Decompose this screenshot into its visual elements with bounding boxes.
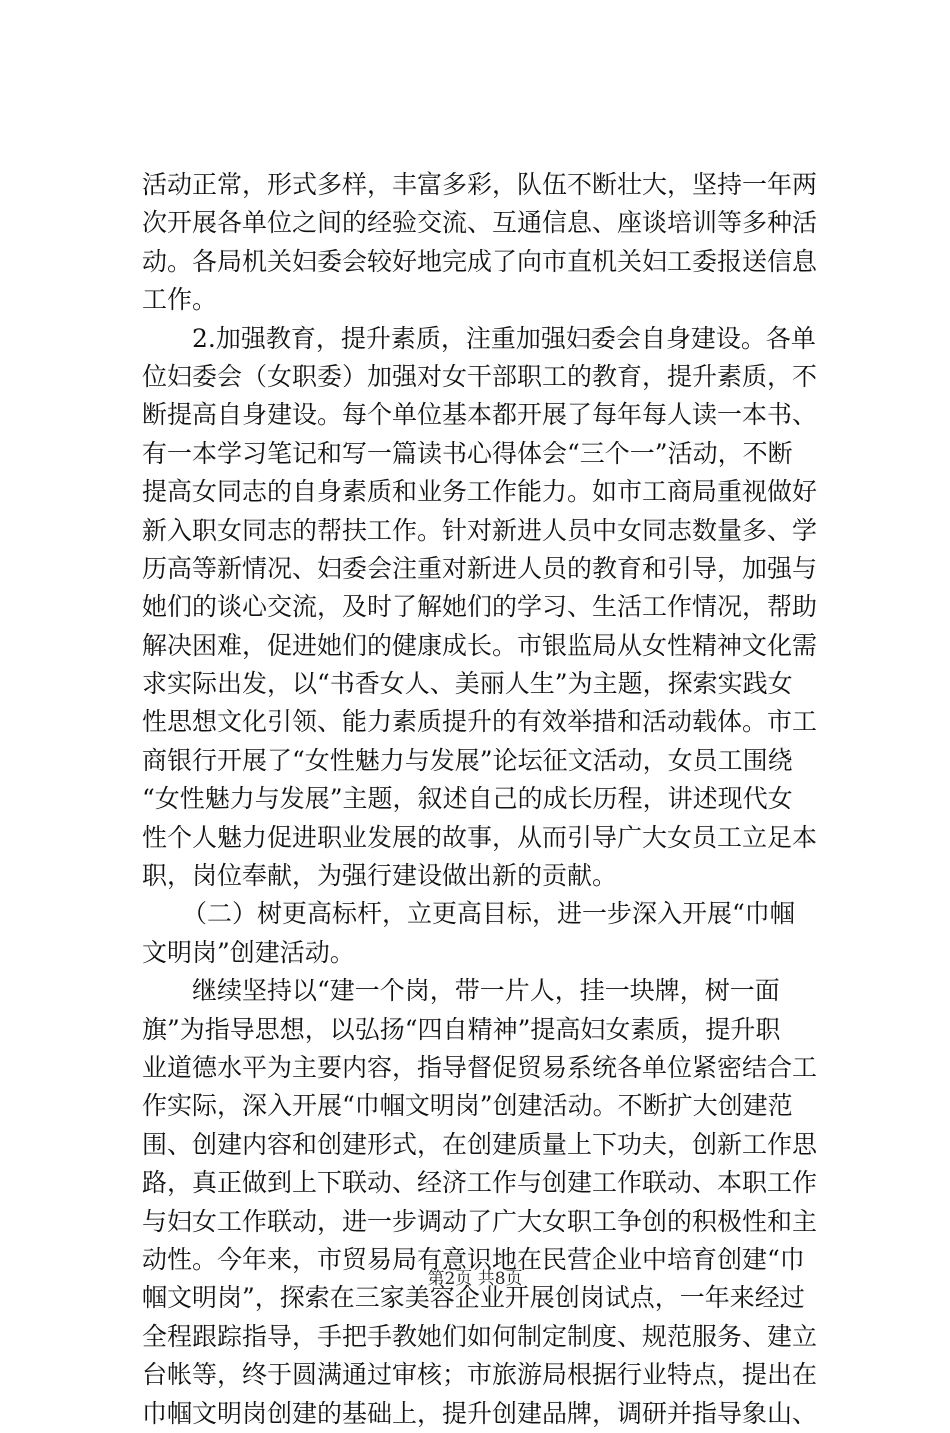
text-line: 提高女同志的自身素质和业务工作能力。如市工商局重视做好 [142, 477, 818, 507]
page-footer: 第2页 共8页 [427, 1269, 523, 1289]
text-line: 历高等新情况、妇委会注重对新进人员的教育和引导，加强与 [142, 553, 818, 583]
text-line: 台帐等，终于圆满通过审核；市旅游局根据行业特点，提出在 [142, 1360, 818, 1390]
text-line: 业道德水平为主要内容，指导督促贸易系统各单位紧密结合工 [142, 1052, 818, 1082]
text-line: 与妇女工作联动，进一步调动了广大女职工争创的积极性和主 [142, 1206, 818, 1236]
text-line: 活动正常，形式多样，丰富多彩，队伍不断壮大，坚持一年两 [142, 170, 818, 199]
text-line: 有一本学习笔记和写一篇读书心得体会“三个一”活动，不断 [142, 438, 793, 468]
text-line: 帼文明岗”，探索在三家美容企业开展创岗试点，一年来经过 [142, 1283, 805, 1313]
text-line: 旗”为指导思想，以弘扬“四自精神”提高妇女素质，提升职 [142, 1014, 781, 1044]
text-line: 位妇委会（女职委）加强对女干部职工的教育，提升素质，不 [142, 361, 818, 391]
document-body [142, 166, 832, 1433]
text-line: 她们的谈心交流，及时了解她们的学习、生活工作情况，帮助 [142, 592, 818, 622]
section-heading: 文明岗”创建活动。 [142, 937, 355, 967]
text-line: 性思想文化引领、能力素质提升的有效举措和活动载体。市工 [142, 707, 818, 737]
section-heading: （二）树更高标杆，立更高目标，进一步深入开展“巾帼 [182, 899, 795, 929]
text-line: 断提高自身建设。每个单位基本都开展了每年每人读一本书、 [142, 400, 818, 430]
text-line: 作实际，深入开展“巾帼文明岗”创建活动。不断扩大创建范 [142, 1091, 793, 1121]
text-line: 解决困难，促进她们的健康成长。市银监局从女性精神文化需 [142, 630, 818, 660]
text-line: 动。各局机关妇委会较好地完成了向市直机关妇工委报送信息 [142, 246, 818, 276]
text-line: 性个人魅力促进职业发展的故事，从而引导广大女员工立足本 [142, 822, 818, 852]
text-line: 继续坚持以“建一个岗，带一片人，挂一块牌，树一面 [192, 976, 780, 1006]
text-line: 职，岗位奉献，为强行建设做出新的贡献。 [142, 861, 618, 891]
text-line: 全程跟踪指导，手把手教她们如何制定制度、规范服务、建立 [142, 1321, 818, 1351]
text-line: 2.加强教育，提升素质，注重加强妇委会自身建设。各单 [192, 323, 816, 353]
text-line: 巾帼文明岗创建的基础上，提升创建品牌，调研并指导象山、 [142, 1398, 818, 1428]
text-line: 求实际出发，以“书香女人、美丽人生”为主题，探索实践女 [142, 669, 793, 699]
text-line: 次开展各单位之间的经验交流、互通信息、座谈培训等多种活 [142, 208, 818, 238]
text-line: 围、创建内容和创建形式，在创建质量上下功夫，创新工作思 [142, 1129, 818, 1159]
text-line: 商银行开展了“女性魅力与发展”论坛征文活动，女员工围绕 [142, 745, 793, 775]
text-line: 新入职女同志的帮扶工作。针对新进人员中女同志数量多、学 [142, 515, 818, 545]
text-line: “女性魅力与发展”主题，叙述自己的成长历程，讲述现代女 [142, 784, 793, 814]
text-line: 工作。 [142, 285, 218, 315]
text-line: 动性。今年来，市贸易局有意识地在民营企业中培育创建“巾 [142, 1244, 805, 1274]
text-line: 路，真正做到上下联动、经济工作与创建工作联动、本职工作 [142, 1168, 818, 1198]
